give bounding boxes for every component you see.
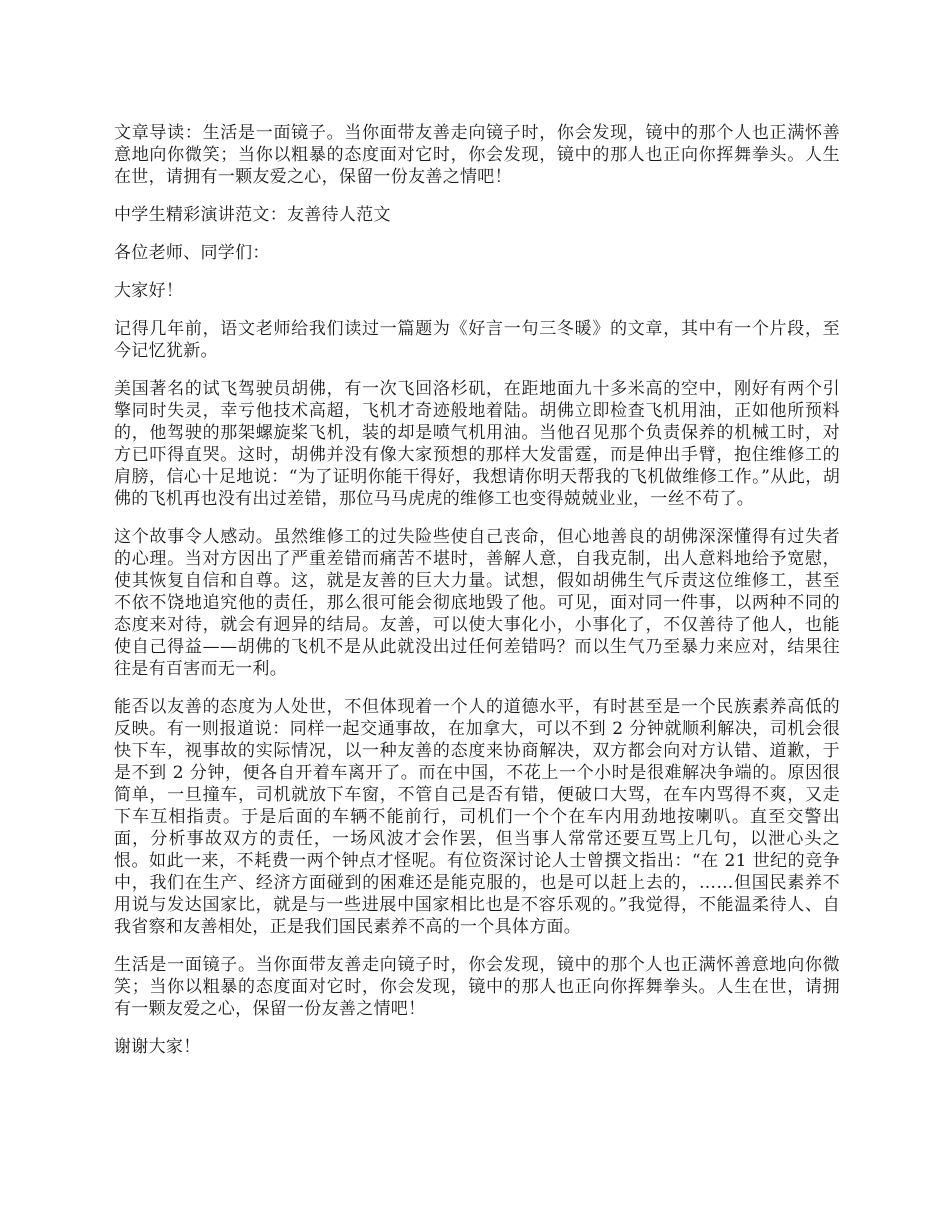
body-paragraph: 生活是一面镜子。当你面带友善走向镜子时，你会发现，镜中的那个人也正满怀善意地向你微笑；当你以粗暴的态度面对它时，你会发现，镜中的那人也正向你挥舞拳头。人生在世，请拥有一颗友爱之心，保留一份友善之情吧！ [114, 955, 840, 1019]
salutation: 各位老师、同学们： [114, 243, 270, 263]
closing: 谢谢大家！ [114, 1037, 201, 1057]
intro-paragraph: 文章导读：生活是一面镜子。当你面带友善走向镜子时，你会发现，镜中的那个人也正满怀善意地向你微笑；当你以粗暴的态度面对它时，你会发现，镜中的那人也正向你挥舞拳头。人生在世，请拥有一颗友爱之心，保留一份友善之情吧！ [114, 123, 840, 187]
body-paragraph: 美国著名的试飞驾驶员胡佛，有一次飞回洛杉矶，在距地面九十多米高的空中，刚好有两个引擎同时失灵，幸亏他技术高超，飞机才奇迹般地着陆。胡佛立即检查飞机用油，正如他所预料的，他驾驶的那架螺旋桨飞机，装的却是喷气机用油。当他召见那个负责保养的机械工时，对方已吓得直哭。这时，胡佛并没有像大家预想的那样大发雷霆，而是伸出手臂，抱住维修工的肩膀，信心十足地说：“为了证明你能干得好，我想请你明天帮我的飞机做维修工作。”从此，胡佛的飞机再也没有出过差错，那位马马虎虎的维修工也变得兢兢业业，一丝不苟了。 [114, 379, 840, 509]
body-paragraph: 记得几年前，语文老师给我们读过一篇题为《好言一句三冬暖》的文章，其中有一个片段，至今记忆犹新。 [114, 319, 840, 361]
body-paragraph: 能否以友善的态度为人处世，不但体现着一个人的道德水平，有时甚至是一个民族素养高低的反映。有一则报道说：同样一起交通事故，在加拿大，可以不到 2 分钟就顺利解决，司机会很快下车，视事故的实际情况，以一种友善的态度来协商解决，双方都会向对方认错、道歉，于是不到 2 分钟，便各自开着车离开了。而在中国，不花上一个小时是很难解决争端的。原因很简单，一旦撞车，司机就放下车窗，不管自己是否有错，便破口大骂，在车内骂得不爽，又走下车互相指责。于是后面的车辆不能前行，司机们一个个在车内用劲地按喇叭。直至交警出面，分析事故双方的责任，一场风波才会作罢，但当事人常常还要互骂上几句，以泄心头之恨。如此一来，不耗费一两个钟点才怪呢。有位资深讨论人士曾撰文指出：“在 21 世纪的竞争中，我们在生产、经济方面碰到的困难还是能克服的，也是可以赶上去的，……但国民素养不用说与发达国家比，就是与一些进展中国家相比也是不容乐观的。”我觉得，不能温柔待人、自我省察和友善相处，正是我们国民素养不高的一个具体方面。 [114, 697, 840, 937]
document-title: 中学生精彩演讲范文：友善待人范文 [114, 205, 391, 225]
document-page [114, 122, 840, 1074]
greeting: 大家好！ [114, 281, 184, 301]
body-paragraph: 这个故事令人感动。虽然维修工的过失险些使自己丧命，但心地善良的胡佛深深懂得有过失者的心理。当对方因出了严重差错而痛苦不堪时，善解人意，自我克制，出人意料地给予宽慰，使其恢复自信和自尊。这，就是友善的巨大力量。试想，假如胡佛生气斥责这位维修工，甚至不依不饶地追究他的责任，那么很可能会彻底地毁了他。可见，面对同一件事，以两种不同的态度来对待，就会有迥异的结局。友善，可以使大事化小，小事化了，不仅善待了他人，也能使自己得益——胡佛的飞机不是从此就没出过任何差错吗？而以生气乃至暴力来应对，结果往往是有百害而无一利。 [114, 527, 840, 679]
